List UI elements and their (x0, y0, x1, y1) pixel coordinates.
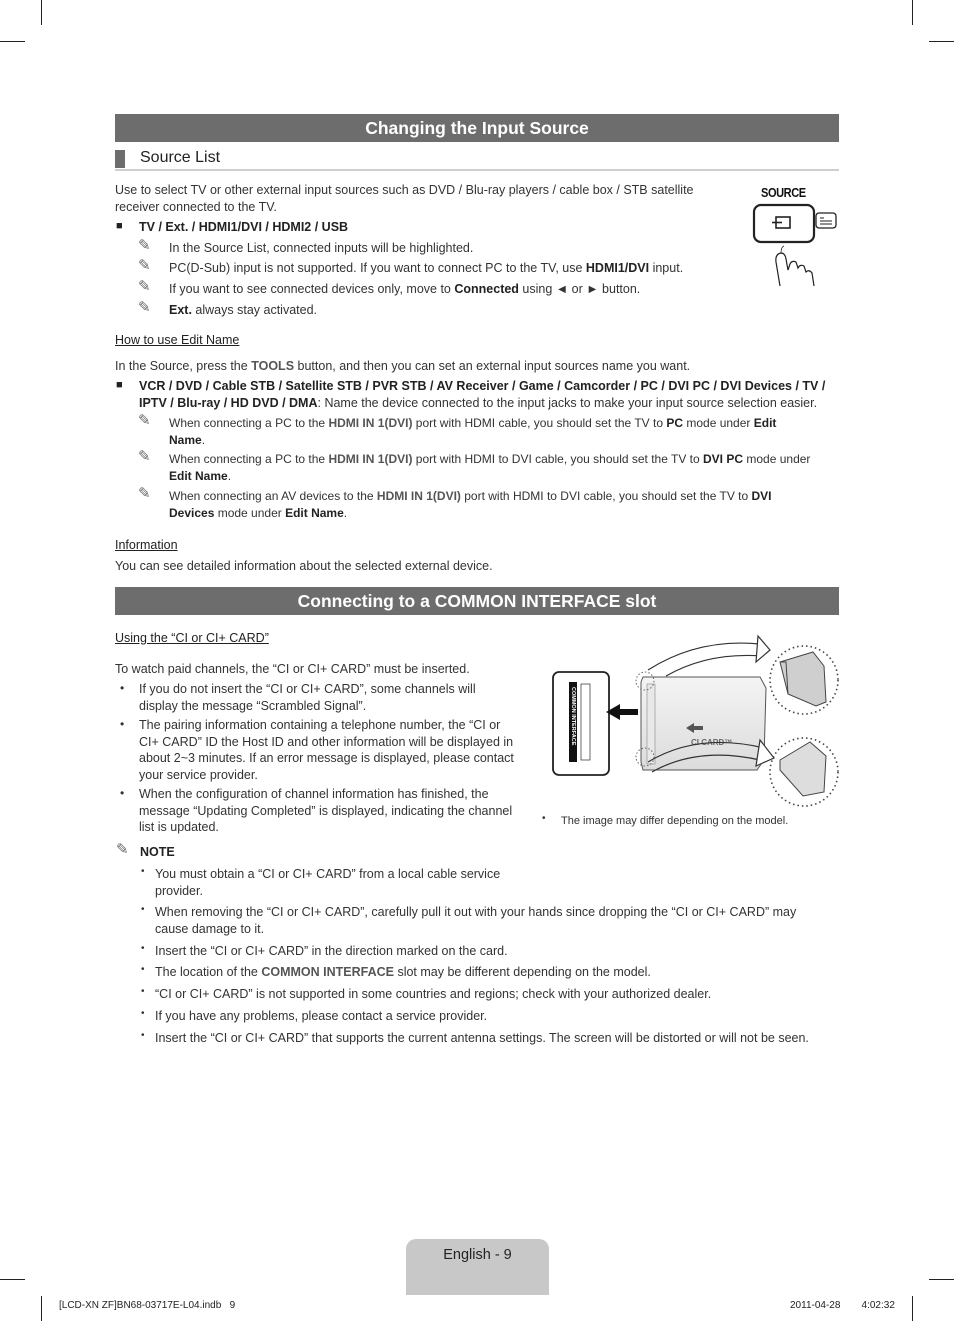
note-highlighted: In the Source List, connected inputs will be highlighted. (169, 241, 474, 255)
edit-name-note-pc: When connecting a PC to the HDMI IN 1(DVI) port with HDMI cable, you should set the TV to PC mode under Edit Name. (169, 416, 777, 447)
edit-name-heading: How to use Edit Name (115, 333, 240, 347)
pencil-note-icon: ✎ (138, 299, 151, 316)
note-not-supported: “CI or CI+ CARD” is not supported in some countries and regions; check with your authorized dealer. (155, 987, 712, 1001)
bullet-icon: • (141, 1030, 145, 1041)
note-ext: Ext. always stay activated. (169, 303, 317, 317)
pencil-note-icon: ✎ (138, 448, 151, 465)
square-bullet-icon: ■ (116, 379, 123, 391)
information-text: You can see detailed information about the selected external device. (115, 559, 493, 573)
square-bullet-icon: ■ (116, 220, 123, 232)
note-removing-card: When removing the “CI or CI+ CARD”, carefully pull it out with your hands since dropping the “CI or CI+ CARD” may cause damage to it. (155, 905, 797, 936)
bullet-icon: • (141, 986, 145, 997)
pencil-note-icon: ✎ (138, 412, 151, 429)
crop-mark (0, 41, 25, 42)
ci-card-intro: To watch paid channels, the “CI or CI+ CARD” must be inserted. (115, 662, 470, 676)
edit-name-intro: In the Source, press the TOOLS button, and then you can set an external input sources name you want. (115, 359, 691, 373)
source-label: SOURCE (761, 185, 806, 200)
slot-label: COMMON INTERFACE (570, 687, 576, 746)
card-label: CI CARD™ (691, 738, 733, 747)
source-list-intro: Use to select TV or other external input sources such as DVD / Blu-ray players / cable box / STB satellite receiver connected to the TV. (115, 183, 694, 214)
pencil-note-icon: ✎ (116, 841, 129, 858)
note-location: The location of the COMMON INTERFACE slot may be different depending on the model. (155, 965, 651, 979)
pencil-note-icon: ✎ (138, 485, 151, 502)
ci-bullet-pairing: The pairing information containing a telephone number, the “CI or CI+ CARD” ID the Host ID and other information will be displayed in about 2~3 minutes. If an error message is displayed, please contact your service provider. (139, 718, 514, 782)
bullet-icon: • (120, 681, 125, 695)
source-list-inputs: TV / Ext. / HDMI1/DVI / HDMI2 / USB (139, 220, 349, 234)
crop-mark (912, 0, 913, 25)
ci-card-illustration (548, 632, 843, 810)
pencil-note-icon: ✎ (138, 237, 151, 254)
image-caption: The image may differ depending on the model. (561, 815, 789, 827)
crop-mark (912, 1296, 913, 1321)
bullet-icon: • (120, 786, 125, 800)
remote-source-illustration (752, 184, 842, 289)
section-title-common-interface: Connecting to a COMMON INTERFACE slot (115, 587, 839, 615)
page-number-tab: English - 9 (406, 1239, 549, 1295)
ci-bullet-updating: When the configuration of channel information has finished, the message “Updating Completed” is displayed, indicating the channel list is updated. (139, 787, 513, 834)
subsection-marker (115, 150, 125, 168)
crop-mark (929, 41, 954, 42)
note-obtain-card: You must obtain a “CI or CI+ CARD” from a local cable service provider. (155, 867, 501, 898)
bullet-icon: • (141, 964, 145, 975)
crop-mark (41, 0, 42, 25)
subsection-title: Source List (140, 149, 221, 166)
bullet-icon: • (120, 717, 125, 731)
file-info: [LCD-XN ZF]BN68-03717E-L04.indb 9 (59, 1300, 236, 1311)
bullet-icon: • (542, 813, 546, 824)
crop-mark (929, 1279, 954, 1280)
section-title-input-source: Changing the Input Source (115, 114, 839, 142)
source-button-icon (752, 202, 842, 292)
information-heading: Information (115, 538, 178, 552)
pencil-note-icon: ✎ (138, 278, 151, 295)
edit-name-note-dvi-pc: When connecting a PC to the HDMI IN 1(DVI) port with HDMI to DVI cable, you should set the TV to DVI PC mode under Edit Name. (169, 452, 811, 483)
bullet-icon: • (141, 866, 145, 877)
bullet-icon: • (141, 943, 145, 954)
edit-name-note-dvi-devices: When connecting an AV devices to the HDMI IN 1(DVI) port with HDMI to DVI cable, you should set the TV to DVI Devices mode under Edit Name. (169, 489, 772, 520)
bullet-icon: • (141, 904, 145, 915)
crop-mark (41, 1296, 42, 1321)
date-info: 2011-04-28 4:02:32 (790, 1300, 895, 1311)
note-pc-dsub: PC(D-Sub) input is not supported. If you want to connect PC to the TV, use HDMI1/DVI input. (169, 261, 684, 275)
subsection-source-list (115, 149, 839, 171)
ci-card-heading: Using the “CI or CI+ CARD” (115, 631, 269, 645)
ci-bullet-scrambled: If you do not insert the “CI or CI+ CARD”, some channels will display the message “Scrambled Signal”. (139, 682, 476, 713)
edit-name-device-list: VCR / DVD / Cable STB / Satellite STB / PVR STB / AV Receiver / Game / Camcorder / PC / DVI PC / DVI Devices / TV / IPTV / Blu-ray / HD DVD / DMA: Name the device connected to the input jacks to make your input source selection easier. (139, 379, 826, 410)
note-direction: Insert the “CI or CI+ CARD” in the direction marked on the card. (155, 944, 508, 958)
note-antenna: Insert the “CI or CI+ CARD” that supports the current antenna settings. The screen will be distorted or will not be seen. (155, 1031, 809, 1045)
pencil-note-icon: ✎ (138, 257, 151, 274)
crop-mark (0, 1279, 25, 1280)
note-label: NOTE (140, 845, 175, 859)
bullet-icon: • (141, 1008, 145, 1019)
note-connected: If you want to see connected devices only, move to Connected using ◄ or ► button. (169, 282, 641, 296)
note-problems: If you have any problems, please contact a service provider. (155, 1009, 488, 1023)
